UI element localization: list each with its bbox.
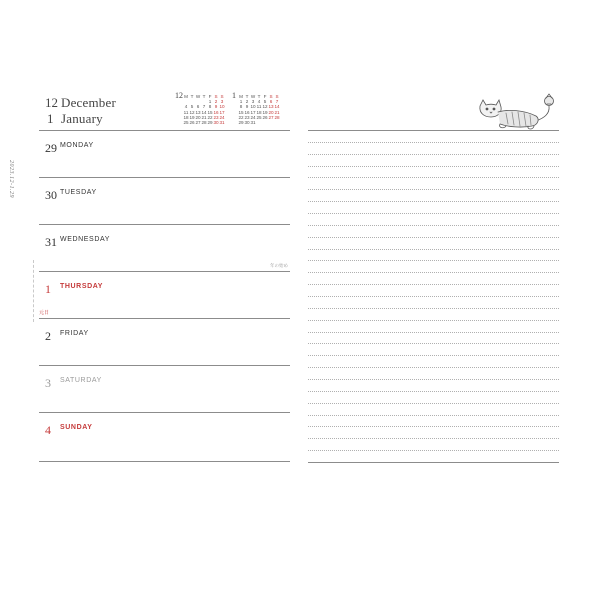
mini-calendar-date: 25 xyxy=(256,114,262,120)
mini-calendar-weekday: W xyxy=(250,94,256,99)
mini-calendar-weekday: T xyxy=(245,94,249,99)
mini-calendar-date: 11 xyxy=(183,109,189,115)
day-row-wednesday[interactable] xyxy=(39,225,290,272)
mini-calendar-weekday: M xyxy=(184,94,188,99)
mini-calendar-date: 20 xyxy=(195,114,201,120)
mini-calendar-date: 13 xyxy=(195,109,201,115)
mini-calendar-date: 14 xyxy=(274,104,280,110)
mini-calendar-date: 20 xyxy=(268,109,274,115)
day-row-monday[interactable] xyxy=(39,131,290,178)
day-name: SATURDAY xyxy=(60,377,102,384)
notes-ruled-line xyxy=(308,320,559,321)
day-name: SUNDAY xyxy=(60,424,93,431)
notes-ruled-line xyxy=(308,237,559,238)
mini-calendar-date: 30 xyxy=(244,120,250,126)
mini-calendar-date: 8 xyxy=(239,104,243,110)
mini-calendar-weekday: S xyxy=(275,94,279,99)
notes-ruled-line xyxy=(308,284,559,285)
mini-calendar-date: 3 xyxy=(220,99,224,105)
mini-calendar-date: 6 xyxy=(196,104,200,110)
mini-calendar-date: 15 xyxy=(238,109,244,115)
notes-ruled-line xyxy=(308,296,559,297)
mini-calendar-date: 26 xyxy=(262,114,268,120)
mini-calendar-date: 17 xyxy=(219,109,225,115)
notes-border-line xyxy=(308,130,559,131)
day-name: TUESDAY xyxy=(60,189,97,196)
mini-calendar-weekday: F xyxy=(208,94,212,99)
mini-calendar-date: 10 xyxy=(219,104,225,110)
day-name: FRIDAY xyxy=(60,330,89,337)
mini-calendar-date: 28 xyxy=(201,120,207,126)
notes-ruled-line xyxy=(308,415,559,416)
mini-calendar-date: 5 xyxy=(190,104,194,110)
notes-ruled-line xyxy=(308,343,559,344)
day-number: 31 xyxy=(45,235,57,249)
mini-calendar-date: 1 xyxy=(208,99,212,105)
mini-calendar-date: 12 xyxy=(189,109,195,115)
side-bookmark-mark xyxy=(33,260,34,322)
day-number: 1 xyxy=(45,282,51,296)
mini-calendar-date: 9 xyxy=(214,104,218,110)
day-number: 3 xyxy=(45,376,51,390)
mini-calendar-date: 29 xyxy=(238,120,244,126)
mini-calendar-date: 21 xyxy=(274,109,280,115)
mini-calendar-weekday: S xyxy=(269,94,273,99)
notes-ruled-line xyxy=(308,201,559,202)
month-2-name: January xyxy=(61,111,103,126)
mini-calendar-date: 14 xyxy=(201,109,207,115)
day-row-friday[interactable] xyxy=(39,319,290,366)
mini-calendar-date: 17 xyxy=(250,109,256,115)
mini-calendar-december xyxy=(175,91,229,126)
mini-calendar-date: 18 xyxy=(256,109,262,115)
cat-illustration-icon xyxy=(470,92,558,132)
notes-area[interactable] xyxy=(308,130,559,462)
mini-calendar-date: 21 xyxy=(201,114,207,120)
mini-calendar-date: 27 xyxy=(268,114,274,120)
notes-ruled-line xyxy=(308,403,559,404)
mini-calendar-date: 19 xyxy=(189,114,195,120)
notes-ruled-line xyxy=(308,426,559,427)
day-row-tuesday[interactable] xyxy=(39,178,290,225)
mini-calendar-weekday: T xyxy=(190,94,194,99)
mini-calendar-weekday: M xyxy=(239,94,243,99)
notes-ruled-line xyxy=(308,166,559,167)
mini-calendar-date: 7 xyxy=(275,99,279,105)
day-name: THURSDAY xyxy=(60,283,104,290)
notes-ruled-line xyxy=(308,189,559,190)
notes-ruled-line xyxy=(308,213,559,214)
mini-calendar-date: 4 xyxy=(257,99,261,105)
mini-calendar-date: 23 xyxy=(213,114,219,120)
notes-ruled-line xyxy=(308,154,559,155)
mini-calendar-date: 27 xyxy=(195,120,201,126)
notes-ruled-line xyxy=(308,272,559,273)
notes-ruled-line xyxy=(308,142,559,143)
mini-calendar-weekday: F xyxy=(263,94,267,99)
mini-calendar-date: 4 xyxy=(184,104,188,110)
mini-calendar-weekday: W xyxy=(195,94,201,99)
mini-calendar-date: 22 xyxy=(238,114,244,120)
mini-calendar-date: 7 xyxy=(202,104,206,110)
notes-ruled-line xyxy=(308,260,559,261)
mini-calendar-weekday: T xyxy=(257,94,261,99)
mini-calendar-date: 12 xyxy=(262,104,268,110)
mini-calendar-date: 5 xyxy=(263,99,267,105)
mini-calendar-date: 16 xyxy=(244,109,250,115)
notes-ruled-line xyxy=(308,249,559,250)
mini-calendar-date: 9 xyxy=(245,104,249,110)
mini-calendar-date: 19 xyxy=(262,109,268,115)
mini-calendar-date: 28 xyxy=(274,114,280,120)
holiday-note: 年の始め xyxy=(270,263,288,268)
notes-ruled-line xyxy=(308,332,559,333)
mini-calendar-date: 30 xyxy=(213,120,219,126)
notes-ruled-line xyxy=(308,379,559,380)
day-number: 29 xyxy=(45,141,57,155)
month-1-number: 12 xyxy=(45,95,58,110)
mini-calendar-january-grid xyxy=(238,94,280,125)
day-name: MONDAY xyxy=(60,142,94,149)
notes-ruled-line xyxy=(308,308,559,309)
mini-calendar-date: 31 xyxy=(219,120,225,126)
day-number: 2 xyxy=(45,329,51,343)
day-row-thursday[interactable] xyxy=(39,272,290,319)
notes-ruled-line xyxy=(308,438,559,439)
mini-calendar-december-label: 12 xyxy=(175,91,183,100)
mini-calendar-weekday: S xyxy=(220,94,224,99)
mini-calendar-date: 16 xyxy=(213,109,219,115)
month-2-number: 1 xyxy=(47,111,54,126)
mini-calendar-date: 15 xyxy=(207,109,213,115)
mini-calendar-date: 22 xyxy=(207,114,213,120)
notes-border-line xyxy=(308,462,559,463)
mini-calendar-date: 10 xyxy=(250,104,256,110)
notes-ruled-line xyxy=(308,367,559,368)
mini-calendar-date: 23 xyxy=(244,114,250,120)
mini-calendar-date: 3 xyxy=(251,99,255,105)
notes-ruled-line xyxy=(308,450,559,451)
mini-calendar-date: 8 xyxy=(208,104,212,110)
day-number: 30 xyxy=(45,188,57,202)
mini-calendar-date: 11 xyxy=(256,104,262,110)
mini-calendar-date: 25 xyxy=(183,120,189,126)
side-tab-label: 2023.12-1.29 xyxy=(8,160,14,198)
notes-ruled-line xyxy=(308,391,559,392)
month-1-name: December xyxy=(61,95,117,110)
mini-calendar-date xyxy=(274,120,280,125)
mini-calendar-weekday: S xyxy=(214,94,218,99)
mini-calendar-date: 2 xyxy=(214,99,218,105)
mini-calendar-date: 26 xyxy=(189,120,195,126)
mini-calendar-january xyxy=(232,91,286,126)
side-tab xyxy=(4,160,16,220)
mini-calendar-date: 1 xyxy=(239,99,243,105)
day-divider xyxy=(39,461,290,462)
mini-calendar-date: 2 xyxy=(245,99,249,105)
mini-calendar-date: 29 xyxy=(207,120,213,126)
mini-calendar-date: 6 xyxy=(269,99,273,105)
mini-calendar-date: 24 xyxy=(250,114,256,120)
day-row-sunday[interactable] xyxy=(39,413,290,462)
notes-ruled-line xyxy=(308,355,559,356)
mini-calendar-date: 31 xyxy=(250,120,256,126)
mini-calendar-date: 18 xyxy=(183,114,189,120)
day-name: WEDNESDAY xyxy=(60,236,110,243)
mini-calendar-date: 13 xyxy=(268,104,274,110)
day-number: 4 xyxy=(45,423,51,437)
mini-calendar-december-grid xyxy=(183,94,225,125)
mini-calendar-date: 24 xyxy=(219,114,225,120)
notes-ruled-line xyxy=(308,177,559,178)
day-row-saturday[interactable] xyxy=(39,366,290,413)
notes-ruled-line xyxy=(308,225,559,226)
mini-calendar-january-label: 1 xyxy=(232,91,236,100)
holiday-label: 元日 xyxy=(39,310,50,316)
mini-calendar-weekday: T xyxy=(202,94,206,99)
